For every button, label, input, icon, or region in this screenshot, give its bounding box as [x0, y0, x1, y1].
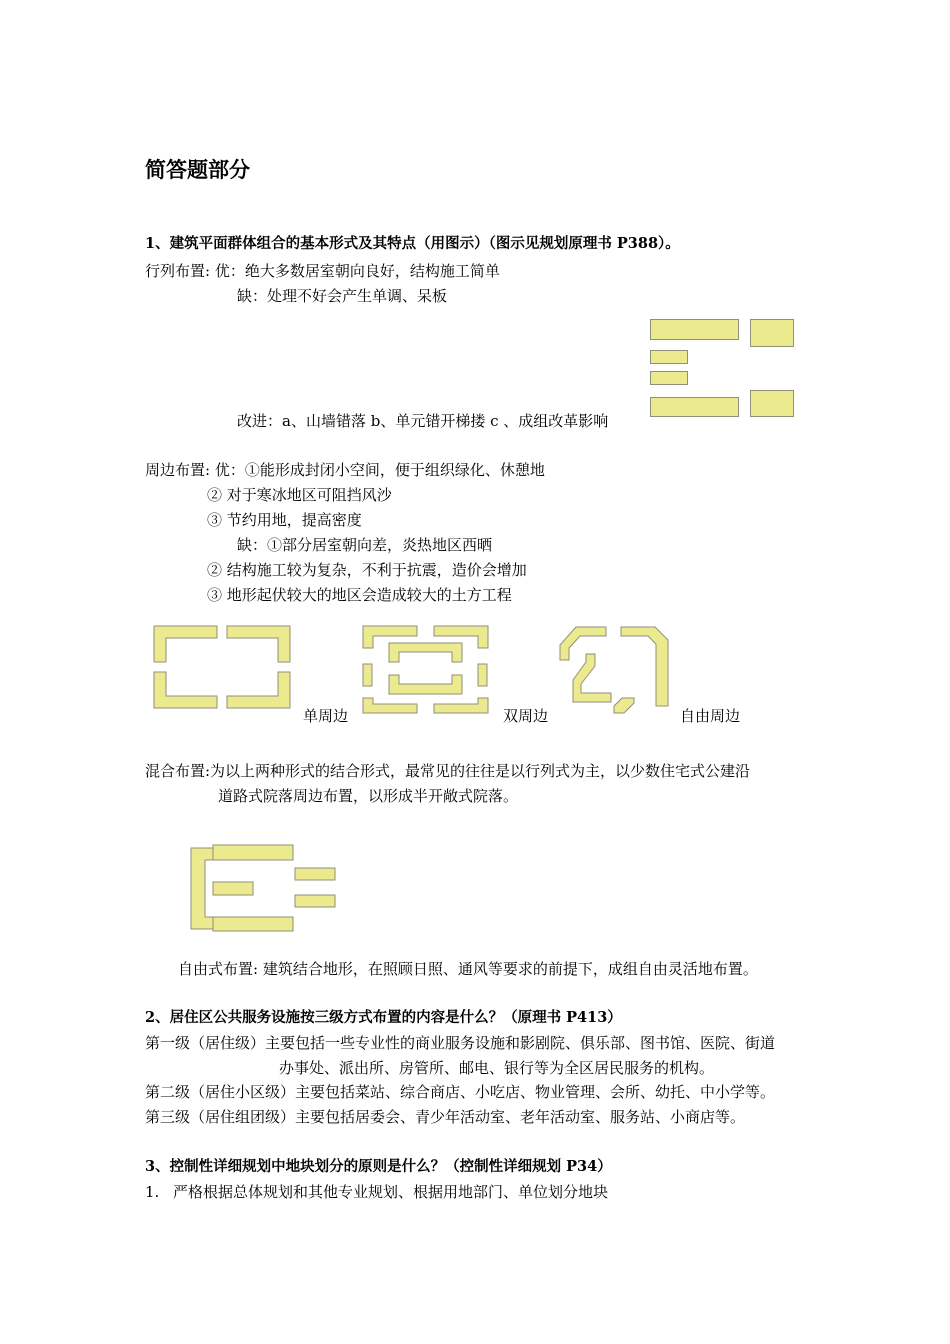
perimeter-cons-1: 缺：①部分居室朝向差，炎热地区西晒: [237, 536, 493, 554]
q2-level-1b: 办事处、派出所、房管所、邮电、银行等为全区居民服务的机构。: [279, 1059, 715, 1077]
q1-heading: 1、建筑平面群体组合的基本形式及其特点（用图示）（图示见规划原理书 P388）。: [145, 235, 680, 252]
q3-heading: 3、控制性详细规划中地块划分的原则是什么？（控制性详细规划 P34）: [145, 1158, 612, 1175]
label-free-perimeter: 自由周边: [680, 707, 741, 725]
perimeter-cons-2: ② 结构施工较为复杂，不利于抗震，造价会增加: [207, 561, 527, 579]
row-layout-pros: 行列布置: 优：绝大多数居室朝向良好，结构施工简单: [145, 262, 500, 280]
free-layout-text: 自由式布置: 建筑结合地形，在照顾日照、通风等要求的前提下，成组自由灵活地布置。: [178, 960, 758, 978]
perimeter-pros-2: ② 对于寒冰地区可阻挡风沙: [207, 486, 392, 504]
mixed-building: [213, 882, 253, 895]
mixed-layout-line-1: 混合布置:为以上两种形式的结合形式，最常见的往往是以行列式为主，以少数住宅式公建沿: [145, 762, 751, 780]
q2-heading: 2、居住区公共服务设施按三级方式布置的内容是什么？（原理书 P413）: [145, 1009, 622, 1026]
row-layout-cons: 缺：处理不好会产生单调、呆板: [237, 287, 448, 305]
mixed-building: [295, 895, 335, 907]
mixed-building: [213, 845, 293, 860]
label-single-perimeter: 单周边: [303, 707, 349, 725]
label-double-perimeter: 双周边: [503, 707, 549, 725]
mixed-building: [295, 868, 335, 880]
q3-item-1-number: 1.: [145, 1183, 160, 1201]
q2-level-3: 第三级（居住组团级）主要包括居委会、青少年活动室、老年活动室、服务站、小商店等。: [145, 1108, 746, 1126]
mixed-building: [213, 917, 293, 931]
page-title: 简答题部分: [145, 158, 250, 182]
perimeter-cons-3: ③ 地形起伏较大的地区会造成较大的土方工程: [207, 586, 512, 604]
mixed-layout-line-2: 道路式院落周边布置，以形成半开敞式院落。: [218, 787, 519, 805]
q2-level-1a: 第一级（居住级）主要包括一些专业性的商业服务设施和影剧院、俱乐部、图书馆、医院、街道: [145, 1034, 776, 1052]
row-layout-improve: 改进：a、山墙错落 b、单元错开梯搂 c 、成组改革影响: [237, 412, 609, 430]
perimeter-pros-3: ③ 节约用地，提高密度: [207, 511, 362, 529]
q3-item-1-text: 严格根据总体规划和其他专业规划、根据用地部门、单位划分地块: [173, 1183, 609, 1201]
perimeter-pros-1: 周边布置: 优：①能形成封闭小空间，便于组织绿化、休憩地: [145, 461, 545, 479]
q2-level-2: 第二级（居住小区级）主要包括菜站、综合商店、小吃店、物业管理、会所、幼托、中小学等。: [145, 1083, 776, 1101]
